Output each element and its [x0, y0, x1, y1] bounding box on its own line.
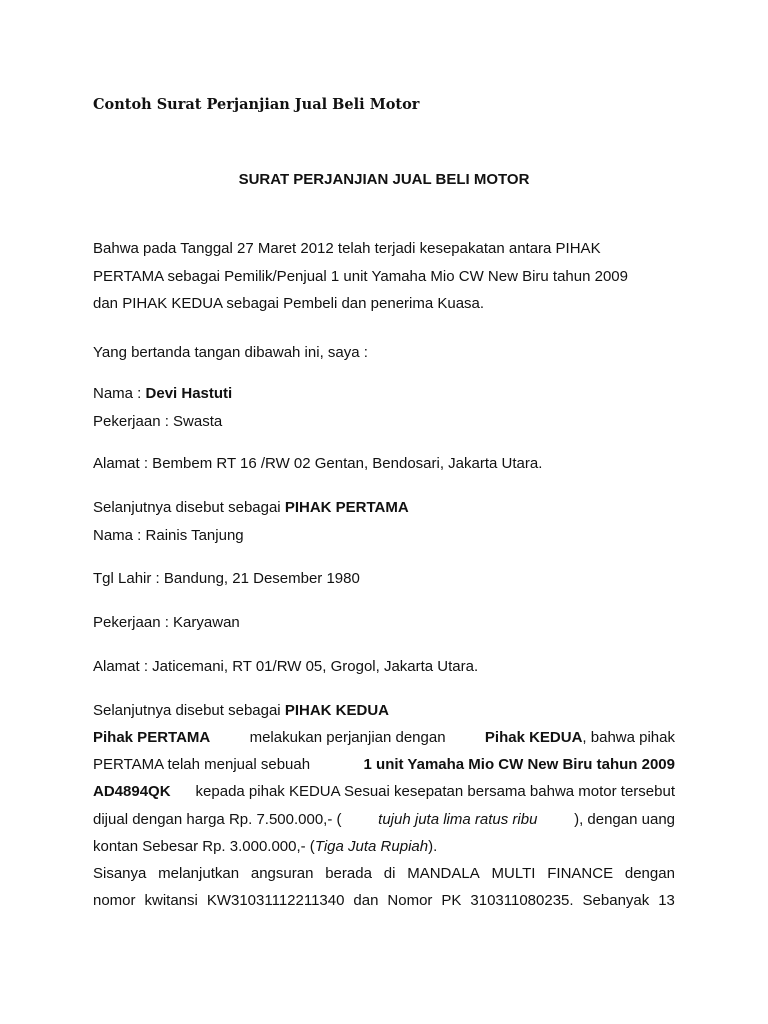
- agreement-word: dan: [353, 892, 379, 910]
- second-party-address: Alamat : Jaticemani, RT 01/RW 05, Grogol, Jakarta Utara.: [93, 658, 479, 675]
- agreement-text: PERTAMA telah menjual sebuah: [93, 756, 311, 774]
- party-two-ref: Pihak KEDUA: [484, 729, 583, 747]
- second-party-name: Nama : Rainis Tanjung: [93, 526, 244, 544]
- vehicle-description: 1 unit Yamaha Mio CW New Biru tahun 2009: [363, 756, 675, 774]
- agreement-word: 13: [658, 892, 675, 910]
- agreement-word: MANDALA: [407, 865, 480, 883]
- agreement-text: kepada pihak KEDUA Sesuai kesepatan bersama bahwa motor tersebut: [195, 783, 675, 801]
- agreement-text: ), dengan uang: [574, 810, 675, 828]
- agreement-text: , bahwa pihak: [582, 729, 675, 747]
- agreement-word: berada: [325, 865, 372, 883]
- first-party-block: [93, 380, 675, 435]
- agreement-line-5: [93, 833, 675, 860]
- agreement-line-6: [93, 860, 675, 887]
- agreement-word: FINANCE: [547, 865, 614, 883]
- agreement-word: MULTI: [491, 865, 536, 883]
- agreement-line-7: [93, 887, 675, 914]
- first-party-designation-row: [93, 494, 675, 522]
- designation-prefix: Selanjutnya disebut sebagai: [93, 499, 285, 516]
- intro-paragraph: [93, 235, 675, 318]
- down-payment-in-words: Tiga Juta Rupiah: [314, 837, 429, 855]
- agreement-paragraph: [93, 724, 675, 914]
- first-party-name: Devi Hastuti: [145, 385, 233, 402]
- agreement-text: ).: [428, 837, 438, 855]
- price-in-words: tujuh juta lima ratus ribu: [378, 810, 538, 828]
- agreement-word: nomor: [93, 892, 136, 910]
- agreement-text: kontan Sebesar Rp. 3.000.000,- (: [93, 837, 315, 855]
- signatory-line: Yang bertanda tangan dibawah ini, saya :: [93, 344, 368, 361]
- plate-number: AD4894QK: [93, 783, 171, 801]
- intro-line-3: dan PIHAK KEDUA sebagai Pembeli dan penerima Kuasa.: [93, 295, 485, 312]
- name-label: Nama :: [93, 385, 146, 402]
- agreement-heading: SURAT PERJANJIAN JUAL BELI MOTOR: [238, 171, 530, 188]
- first-party-address: Alamat : Bembem RT 16 /RW 02 Gentan, Bendosari, Jakarta Utara.: [93, 455, 543, 472]
- agreement-line-2: [93, 751, 675, 778]
- agreement-line-1: [93, 724, 675, 751]
- second-party-designation: PIHAK KEDUA: [284, 702, 389, 719]
- party-one-ref: Pihak PERTAMA: [93, 729, 211, 747]
- agreement-line-4: [93, 806, 675, 833]
- designation-prefix: Selanjutnya disebut sebagai: [93, 702, 285, 719]
- agreement-word: di: [383, 865, 396, 883]
- first-party-name-row: [93, 380, 675, 408]
- intro-line-1: Bahwa pada Tanggal 27 Maret 2012 telah terjadi kesepakatan antara PIHAK: [93, 240, 601, 257]
- agreement-word: kwitansi: [144, 892, 198, 910]
- second-party-birth: Tgl Lahir : Bandung, 21 Desember 1980: [93, 570, 360, 587]
- agreement-word: melanjutkan: [158, 865, 240, 883]
- second-party-job: Pekerjaan : Karyawan: [93, 614, 240, 631]
- agreement-word: 310311080235.: [470, 892, 574, 910]
- agreement-word: angsuran: [250, 865, 314, 883]
- agreement-word: dengan: [624, 865, 675, 883]
- document-title: Contoh Surat Perjanjian Jual Beli Motor: [93, 96, 420, 113]
- agreement-word: Sebanyak: [582, 892, 650, 910]
- agreement-word: KW31031112211340: [206, 892, 345, 910]
- agreement-text: dijual dengan harga Rp. 7.500.000,- (: [93, 810, 342, 828]
- agreement-word: PK: [441, 892, 462, 910]
- agreement-word: Nomor: [387, 892, 433, 910]
- agreement-word: Sisanya: [93, 865, 147, 883]
- first-party-designation-block: [93, 494, 675, 549]
- first-party-job: Pekerjaan : Swasta: [93, 412, 223, 430]
- agreement-text: melakukan perjanjian dengan: [249, 729, 446, 747]
- second-party-designation-row: [93, 697, 675, 725]
- first-party-designation: PIHAK PERTAMA: [284, 499, 409, 516]
- agreement-line-3: [93, 778, 675, 805]
- party-two-ref-wrap: [485, 729, 675, 746]
- intro-line-2: PERTAMA sebagai Pemilik/Penjual 1 unit Yamaha Mio CW New Biru tahun 2009: [93, 267, 628, 285]
